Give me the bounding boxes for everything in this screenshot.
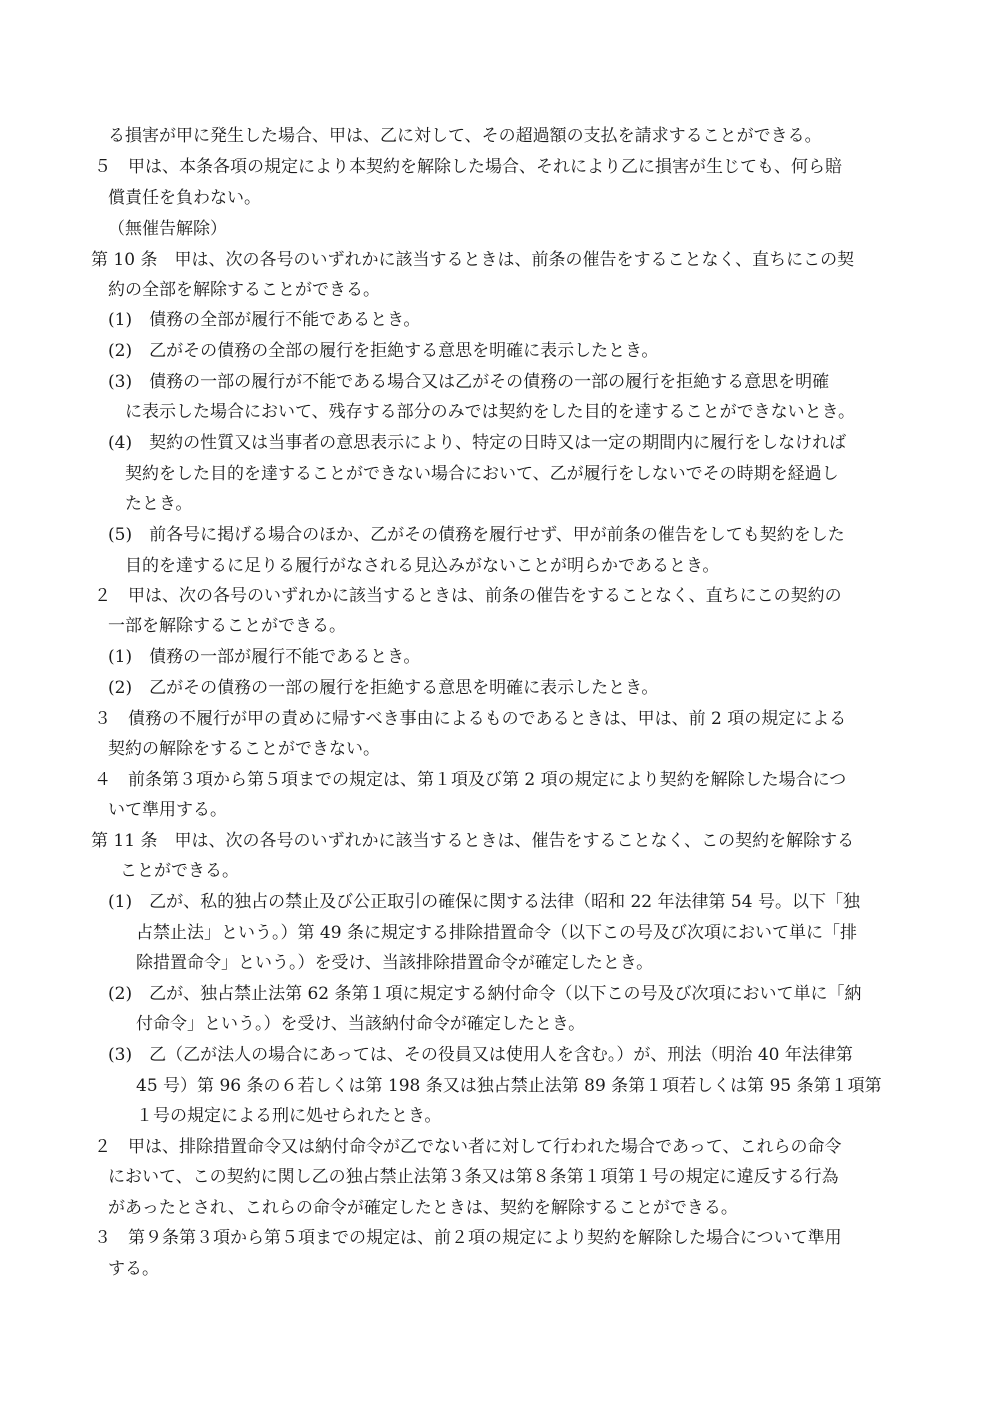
line-text: 目的を達するに足りる履行がなされる見込みがないことが明らかであるとき。: [125, 556, 720, 576]
article-heading-line: [0, 244, 1000, 276]
line-text: に表示した場合において、残存する部分のみでは契約をした目的を達することができないとき。: [125, 402, 855, 422]
text-line: [0, 733, 1000, 765]
text-line: [0, 580, 1000, 612]
line-text: (5) 前各号に掲げる場合のほか、乙がその債務を履行せず、甲が前条の催告をしても契約をした: [108, 525, 845, 545]
line-text: 契約をした目的を達することができない場合において、乙が履行をしないでその時期を経過し: [125, 464, 839, 484]
line-text: (2) 乙が、独占禁止法第 62 条第１項に規定する納付命令（以下この号及び次項において単に「納: [108, 984, 862, 1004]
text-line: [0, 1161, 1000, 1193]
text-line: [0, 396, 1000, 428]
text-line: [0, 855, 1000, 887]
line-text: （無催告解除）: [108, 219, 227, 239]
list-item-line: [0, 672, 1000, 704]
text-line: [0, 550, 1000, 582]
article-heading-line: [0, 825, 1000, 857]
text-line: [0, 794, 1000, 826]
line-text: (3) 債務の一部の履行が不能である場合又は乙がその債務の一部の履行を拒絶する意思を明確: [108, 372, 830, 392]
text-line: [0, 120, 1000, 152]
line-text: (1) 債務の一部が履行不能であるとき。: [108, 647, 421, 667]
line-text: ３ 債務の不履行が甲の責めに帰すべき事由によるものであるときは、甲は、前 2 項の規定による: [94, 709, 847, 729]
line-text: (1) 債務の全部が履行不能であるとき。: [108, 310, 421, 330]
line-text: 第 10 条 甲は、次の各号のいずれかに該当するときは、前条の催告をすることなく、直ちにこの契: [91, 250, 855, 270]
list-item-line: [0, 641, 1000, 673]
text-line: [0, 1070, 1000, 1102]
text-line: [0, 610, 1000, 642]
text-line: [0, 274, 1000, 306]
line-text: 一部を解除することができる。: [108, 616, 346, 636]
text-line: [0, 764, 1000, 796]
text-line: [0, 182, 1000, 214]
line-text: ３ 第９条第３項から第５項までの規定は、前２項の規定により契約を解除した場合について準用: [94, 1228, 842, 1248]
text-line: [0, 703, 1000, 735]
line-text: (3) 乙（乙が法人の場合にあっては、その役員又は使用人を含む。）が、刑法（明治 40 年法律第: [108, 1045, 853, 1065]
text-line: [0, 488, 1000, 520]
line-text: ことができる。: [120, 861, 239, 881]
line-text: する。: [108, 1259, 159, 1279]
line-text: (2) 乙がその債務の一部の履行を拒絶する意思を明確に表示したとき。: [108, 678, 659, 698]
line-text: において、この契約に関し乙の独占禁止法第３条又は第８条第１項第１号の規定に違反する行為: [108, 1167, 839, 1187]
text-line: [0, 1222, 1000, 1254]
line-text: る損害が甲に発生した場合、甲は、乙に対して、その超過額の支払を請求することができる。: [108, 126, 822, 146]
list-item-line: [0, 427, 1000, 459]
line-text: 第 11 条 甲は、次の各号のいずれかに該当するときは、催告をすることなく、この契約を解除する: [91, 831, 855, 851]
text-line: [0, 151, 1000, 183]
line-text: 占禁止法」という。）第 49 条に規定する排除措置命令（以下この号及び次項において単に「排: [136, 923, 857, 943]
list-item-line: [0, 304, 1000, 336]
text-line: [0, 1131, 1000, 1163]
line-text: (4) 契約の性質又は当事者の意思表示により、特定の日時又は一定の期間内に履行をしなければ: [108, 433, 847, 453]
line-text: 契約の解除をすることができない。: [108, 739, 380, 759]
line-text: いて準用する。: [108, 800, 227, 820]
line-text: たとき。: [125, 494, 193, 514]
list-item-line: [0, 366, 1000, 398]
line-text: があったとされ、これらの命令が確定したときは、契約を解除することができる。: [108, 1198, 738, 1218]
text-line: [0, 458, 1000, 490]
list-item-line: [0, 335, 1000, 367]
line-text: 償責任を負わない。: [108, 188, 261, 208]
line-text: 付命令」という。）を受け、当該納付命令が確定したとき。: [136, 1014, 586, 1034]
list-item-line: [0, 978, 1000, 1010]
line-text: ４ 前条第３項から第５項までの規定は、第１項及び第 2 項の規定により契約を解除した場合につ: [94, 770, 847, 790]
text-line: [0, 1008, 1000, 1040]
line-text: 除措置命令」という。）を受け、当該排除措置命令が確定したとき。: [136, 953, 654, 973]
line-text: ５ 甲は、本条各項の規定により本契約を解除した場合、それにより乙に損害が生じても、何ら賠: [94, 157, 842, 177]
list-item-line: [0, 1039, 1000, 1071]
line-text: (2) 乙がその債務の全部の履行を拒絶する意思を明確に表示したとき。: [108, 341, 659, 361]
line-text: (1) 乙が、私的独占の禁止及び公正取引の確保に関する法律（昭和 22 年法律第 54 号。以下「独: [108, 892, 860, 912]
list-item-line: [0, 519, 1000, 551]
line-text: １号の規定による刑に処せられたとき。: [136, 1106, 442, 1126]
text-line: [0, 1192, 1000, 1224]
section-heading: [0, 213, 1000, 245]
text-line: [0, 947, 1000, 979]
text-line: [0, 1100, 1000, 1132]
text-line: [0, 1253, 1000, 1285]
line-text: 約の全部を解除することができる。: [108, 280, 380, 300]
line-text: 45 号）第 96 条の６若しくは第 198 条又は独占禁止法第 89 条第１項若しくは第 95 条第１項第: [136, 1076, 882, 1096]
list-item-line: [0, 886, 1000, 918]
line-text: ２ 甲は、排除措置命令又は納付命令が乙でない者に対して行われた場合であって、これらの命令: [94, 1137, 842, 1157]
line-text: ２ 甲は、次の各号のいずれかに該当するときは、前条の催告をすることなく、直ちにこの契約の: [94, 586, 842, 606]
text-line: [0, 917, 1000, 949]
